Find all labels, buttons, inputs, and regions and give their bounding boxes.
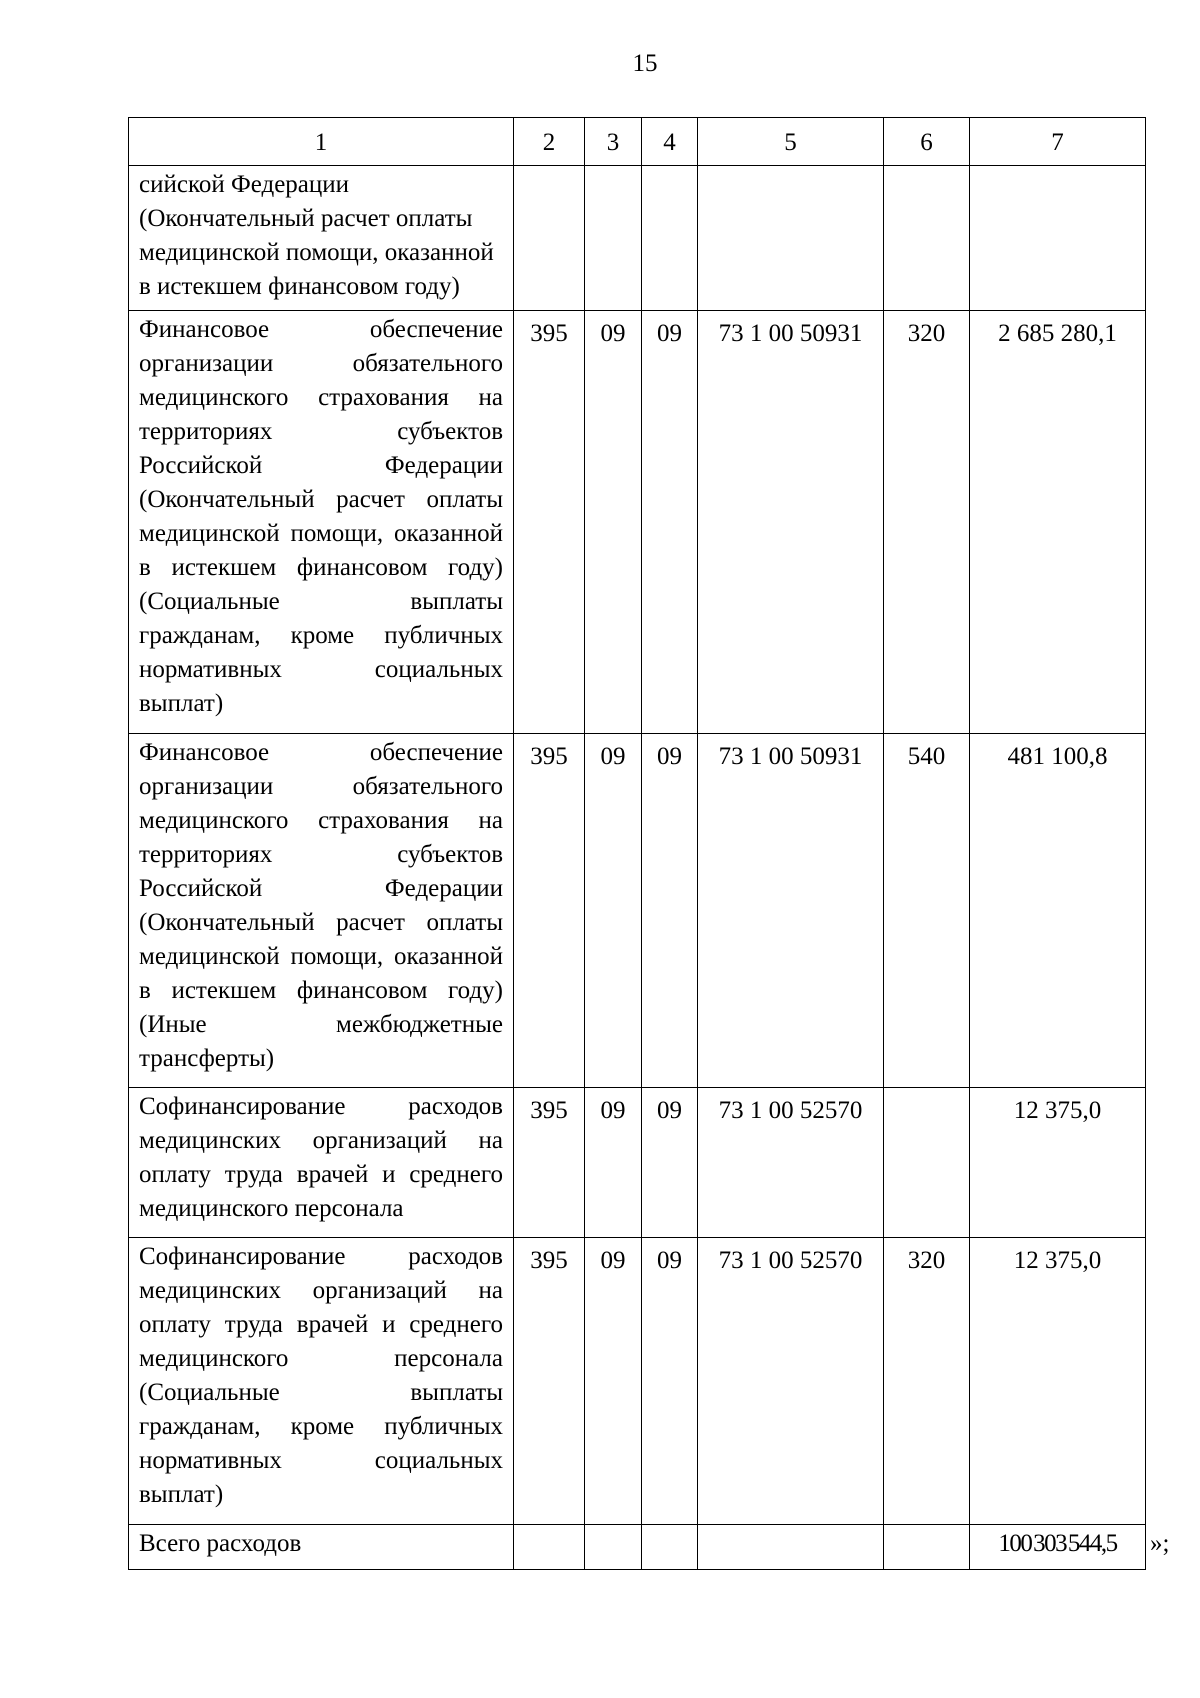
closing-quote-mark: »; [1150,1530,1170,1557]
row-section-code [585,166,642,311]
row-amount: 2 685 280,1 [970,311,1146,734]
table-row [129,1238,1146,1525]
row-ministry-code: 395 [514,1088,585,1238]
row-ministry-code [514,166,585,311]
total-empty-cell [585,1525,642,1570]
row-ministry-code: 395 [514,1238,585,1525]
row-description: Софинансирование расходов медицинских организаций на оплату труда врачей и среднего медицинского персонала (Социальные выплаты гражданам, кроме публичных нормативных социальных выплат) [129,1238,514,1525]
row-section-code: 09 [585,311,642,734]
row-amount: 12 375,0 [970,1238,1146,1525]
total-empty-cell [698,1525,884,1570]
row-section-code: 09 [585,1088,642,1238]
total-amount: 100 303 544,5 [970,1525,1146,1570]
page-number: 15 [632,50,658,77]
row-section-code: 09 [585,1238,642,1525]
row-expense-type [884,166,970,311]
row-description: сийской Федерации (Окончательный расчет оплаты медицинской помощи, оказанной в истекшем финансовом году) [129,166,514,311]
table-row [129,311,1146,734]
row-expense-type: 320 [884,311,970,734]
table-header-row [129,118,1146,166]
column-header-7: 7 [970,118,1146,166]
table-row [129,734,1146,1088]
row-section-code: 09 [585,734,642,1088]
row-subsection-code: 09 [642,734,698,1088]
total-empty-cell [514,1525,585,1570]
row-target-article: 73 1 00 50931 [698,311,884,734]
total-empty-cell [642,1525,698,1570]
column-header-6: 6 [884,118,970,166]
row-ministry-code: 395 [514,311,585,734]
row-expense-type [884,1088,970,1238]
column-header-2: 2 [514,118,585,166]
row-subsection-code: 09 [642,1238,698,1525]
budget-expenditure-table [128,117,1146,1570]
row-expense-type: 540 [884,734,970,1088]
column-header-5: 5 [698,118,884,166]
row-target-article [698,166,884,311]
row-subsection-code: 09 [642,311,698,734]
total-label: Всего расходов [129,1525,514,1570]
row-description: Финансовое обеспечение организации обязательного медицинского страхования на территориях субъектов Российской Федерации (Окончательный расчет оплаты медицинской помощи, оказанной в истекшем финансовом году) (Иные межбюджетные трансферты) [129,734,514,1088]
row-ministry-code: 395 [514,734,585,1088]
row-target-article: 73 1 00 52570 [698,1238,884,1525]
row-subsection-code [642,166,698,311]
row-description: Финансовое обеспечение организации обязательного медицинского страхования на территориях субъектов Российской Федерации (Окончательный расчет оплаты медицинской помощи, оказанной в истекшем финансовом году) (Социальные выплаты гражданам, кроме публичных нормативных социальных выплат) [129,311,514,734]
row-description: Софинансирование расходов медицинских организаций на оплату труда врачей и среднего медицинского персонала [129,1088,514,1238]
table-row [129,1088,1146,1238]
column-header-3: 3 [585,118,642,166]
column-header-1: 1 [129,118,514,166]
row-amount: 12 375,0 [970,1088,1146,1238]
row-amount [970,166,1146,311]
row-subsection-code: 09 [642,1088,698,1238]
table-total-row [129,1525,1146,1570]
row-target-article: 73 1 00 50931 [698,734,884,1088]
table-row [129,166,1146,311]
row-target-article: 73 1 00 52570 [698,1088,884,1238]
row-amount: 481 100,8 [970,734,1146,1088]
total-empty-cell [884,1525,970,1570]
row-expense-type: 320 [884,1238,970,1525]
column-header-4: 4 [642,118,698,166]
